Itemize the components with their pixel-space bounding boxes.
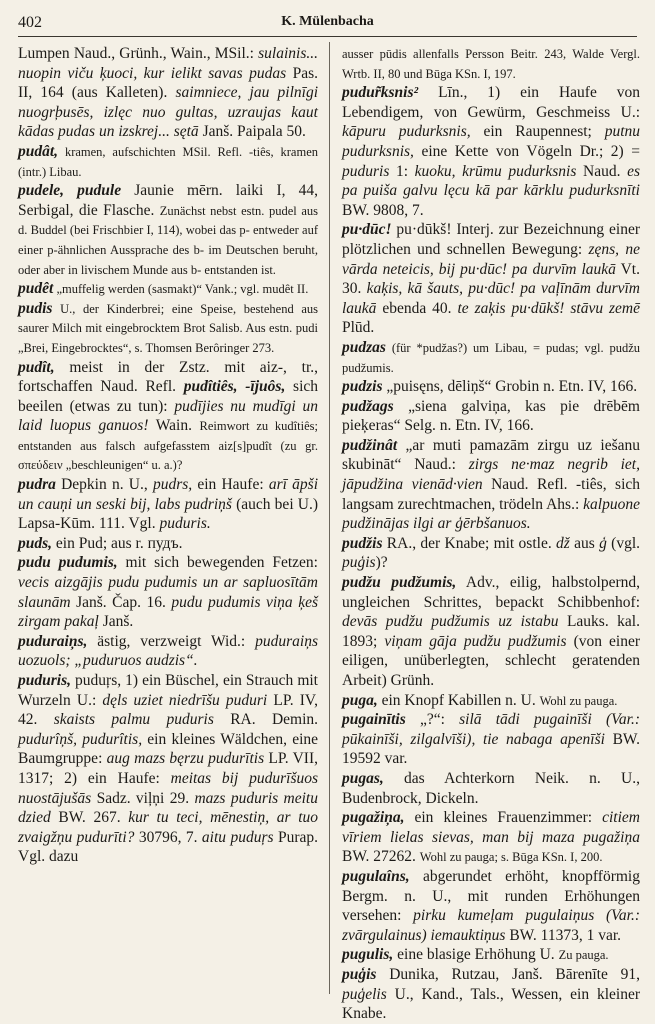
entry-text: aus	[569, 534, 600, 552]
entry-text: ein kleines Wäldchen, eine Baumgruppe:	[18, 730, 319, 768]
example-text: mazs puduris meitu dzied	[18, 789, 318, 827]
entry-text: Depkin n. U.,	[55, 476, 153, 494]
headword: puduris,	[18, 672, 71, 689]
entry-text: Janš. Čap. 16.	[70, 593, 172, 611]
dictionary-entry-pugazina	[342, 808, 640, 867]
entry-text: „?“:	[405, 711, 460, 729]
entry-text: sich beeilen (etwas zu tun):	[18, 378, 319, 415]
example-text: puduraiņs uozuols; „puduruos audzis“.	[18, 632, 318, 670]
entry-text: LP. VII, 1317; 2) ein Haufe:	[18, 750, 319, 787]
dictionary-entry-pugas	[342, 769, 640, 808]
entry-text: ein Raupennest;	[470, 123, 605, 141]
example-text: saimniece, jau pilnīgi nuogr̦busēs, izlęc nuo gultas, uzraujas kaut kādas pudas un izskrej... sętā	[18, 84, 318, 141]
example-text: puģelis	[342, 985, 387, 1003]
example-text: devās pudžu pudžumis uz istabu	[342, 613, 559, 631]
headword: pudžis	[342, 534, 383, 552]
entry-text: Dunika, Rutzau, Janš. Bārenīte 91,	[376, 965, 640, 983]
entry-text: LP. IV, 42.	[18, 691, 318, 729]
entry-text: das Achterkorn Neik. n. U., Budenbrock, Dickeln.	[342, 769, 640, 807]
dictionary-entry-pudele	[18, 181, 318, 279]
dictionary-entry-pugulis	[342, 945, 640, 965]
entry-text: RA. Demin.	[213, 711, 319, 729]
entry-text: ausser pūdis allenfalls Persson Beitr. 243, Walde Vergl. Wrtb. II, 80 und Būga KSn. I, 197.	[342, 47, 640, 81]
entry-text: Adv., eilig, halbstolpernd, ungleichen Schrittes, bepackt Schibbenhof:	[342, 574, 640, 611]
example-text: pudrs,	[152, 476, 193, 494]
entry-text: (von einer eiligen, unüberlegten, schlecht geratenden Arbeit) Grünh.	[342, 632, 641, 689]
entry-text: Janš. Paipala 50.	[198, 123, 306, 141]
example-text: kalpuone pudžinājas ilgi ar ģērbšanuos.	[342, 495, 640, 533]
entry-text: Janš.	[98, 613, 134, 631]
entry-text: „siena galviņa, kas pie drēbēm pieķeras“ Selg. n. Etn. IV, 166.	[342, 397, 640, 435]
example-text: dž	[556, 534, 570, 552]
headword: pugas,	[342, 769, 384, 787]
dictionary-entry-pugis	[342, 965, 640, 1024]
entry-text: „muffelig werden (sasmakt)“ Vank.; vgl. mudêt II.	[53, 282, 309, 297]
entry-text: )?	[375, 554, 388, 572]
example-text: arī āpši un cauņi un seski bij, labs pudriņš	[18, 476, 319, 513]
entry-text: Jaunie mērn. laiki I, 44, Serbigal, die Flasche.	[18, 182, 318, 219]
entry-text: U., der Kinderbrei; eine Speise, bestehend aus saurer Milch mit eingebrocktem Brot Salisb. Aus estn. pudi „Brei, Eingebrocktes“, s. Thomsen Berôringer 273.	[18, 301, 318, 355]
headword: puduraiņs,	[18, 632, 88, 650]
headword: pudu pudumis,	[18, 554, 118, 572]
headword: pudzis	[342, 378, 383, 396]
entry-text: 30796, 7.	[134, 828, 202, 846]
headword: pudra	[18, 476, 56, 494]
left-column	[18, 44, 318, 994]
dictionary-entry-pudzinat	[342, 436, 640, 534]
example-text: citiem vīriem lielas sievas, man bij maza pugažiņa	[342, 809, 640, 846]
column-divider	[329, 42, 330, 994]
dictionary-entry-pu-duc	[342, 220, 640, 338]
entry-text: puduŗs, 1) ein Büschel, ein Strauch mit Wurzeln U.:	[18, 672, 318, 709]
entry-text: mit sich bewegenden Fetzen:	[117, 554, 318, 572]
entry-text: eine Kette von Vögeln Dr.; 2) =	[413, 142, 640, 160]
example-text: kuoku, krūmu pudurksnis	[414, 162, 577, 180]
entry-text: Vt. 30.	[342, 260, 640, 298]
headword: pudîtiês, -ījuôs,	[183, 378, 286, 396]
dictionary-entry-lumpen	[18, 44, 318, 142]
headword: pudžu pudžumis,	[342, 574, 457, 592]
entry-text: (vgl.	[606, 534, 640, 552]
dictionary-entry-pudzas	[342, 338, 640, 377]
dictionary-entry-pugulains	[342, 867, 640, 945]
headword: pudur̃ksnis²	[342, 84, 419, 102]
example-text: puduris.	[159, 515, 211, 533]
example-text: vecis aizgājis pudu pudumis un ar sapluosītām slaunām	[18, 574, 318, 611]
entry-text: „ar muti pamazām zirgu uz iešanu skubināt“ Naud.:	[342, 436, 640, 474]
entry-text: BW. 267.	[50, 809, 129, 827]
example-text: pudurîņš, pudurîtis,	[18, 730, 143, 748]
dictionary-entry-puduraiņs	[18, 632, 318, 671]
dictionary-entry-pudzis	[342, 377, 640, 397]
entry-text: ästig, verzweigt Wid.:	[87, 632, 256, 650]
entry-text: BW. 11373, 1 var.	[505, 926, 621, 944]
entry-text: „puisęns, dēliņš“ Grobin n. Etn. IV, 166.	[382, 378, 638, 396]
headword: puds,	[18, 534, 53, 552]
dictionary-entry-pudet	[18, 279, 318, 299]
headword: pudât,	[18, 142, 59, 160]
entry-text: BW. 19592 var.	[342, 730, 640, 768]
dictionary-entry-puduris	[18, 671, 318, 867]
example-text: zirgs ne·maz negrib iet, jāpudžina vienād·vien	[342, 456, 640, 494]
entry-text: Naud. Refl. -tiês, sich langsam zurechtmachen, trödeln Ahs.:	[342, 476, 641, 513]
example-text: meitas bij pudurīšuos nuostājušās	[18, 769, 319, 807]
page-number: 402	[18, 14, 42, 31]
entry-text: Plūd.	[342, 319, 375, 337]
entry-text: meist in der Zstz. mit aiz-, tr., fortschaffen Naud. Refl.	[18, 358, 318, 396]
dictionary-entry-pudzags	[342, 397, 640, 436]
example-text: aug mazs bęrzu pudurītis	[106, 750, 265, 768]
example-text: puģis	[342, 554, 376, 572]
example-text: kaķis, kā šauts, pu·dūc! pa vaļīnām durvīm laukā	[342, 280, 640, 317]
example-text: skaists palmu puduris	[53, 711, 214, 729]
example-text: dęls uziet niedrīšu puduri	[102, 691, 268, 709]
dictionary-entry-puga	[342, 691, 640, 711]
entry-text: ebenda 40.	[376, 299, 458, 317]
entry-text: BW. 27262.	[342, 848, 420, 866]
right-column	[342, 44, 641, 1023]
headword: pudele, pudule	[18, 182, 122, 200]
headword: puģis	[342, 965, 377, 983]
dictionary-entry-pudat	[18, 142, 318, 181]
dictionary-entry-pudis	[18, 299, 318, 358]
dictionary-entry-pudzu-pudzumis	[342, 573, 640, 691]
entry-text: Lauks. kal. 1893;	[342, 613, 640, 650]
entry-text: Wohl zu pauga; s. Būga KSn. I, 200.	[419, 850, 603, 865]
entry-text: BW. 9808, 7.	[342, 201, 424, 219]
entry-text: (für *pudžas?) um Libau, = pudas; vgl. pudžu pudžumis.	[342, 340, 640, 375]
entry-text: Līn., 1) ein Haufe von Lebendigem, von Gewürm, Geschmeiss U.:	[342, 84, 640, 121]
dictionary-entry-ausser	[342, 44, 640, 83]
headword: pudzas	[342, 338, 386, 356]
example-text: putnu pudurksnis,	[342, 123, 640, 160]
dictionary-entry-pudra	[18, 475, 318, 534]
entry-text: Zunächst nebst estn. pudel aus d. Buddel (bei Frischbier I, 114), wobei das p- entweder auf einer p-ähnlichen Aussprache des b- im Deutschen beruht, oder aber in livischem Munde aus b- entstanden ist.	[18, 203, 318, 277]
entry-text: Wohl zu pauga.	[539, 693, 618, 708]
entry-text: Lumpen Naud., Grünh., Wain., MSil.:	[18, 45, 259, 62]
dictionary-entry-puds	[18, 534, 318, 554]
example-text: viņam gāja pudžu pudžumis	[384, 632, 567, 650]
example-text: aitu puduŗs	[201, 828, 274, 846]
entry-text: ein Knopf Kabillen n. U.	[377, 691, 540, 709]
headword: pu·dūc!	[342, 221, 392, 239]
example-text: silā tādi pugainīši (Var.: pūkainīši, zilgalvīši), tie nabaga apenīši	[342, 711, 640, 748]
example-text: pudu pudumis viņa ķeš zirgam pakaļ	[18, 593, 318, 631]
example-text: pudījies nu mudīgi un laid luopus ganuos!	[18, 397, 319, 435]
running-head	[18, 14, 637, 37]
entry-text: Sadz. viļņi 29.	[91, 789, 195, 807]
example-text: te zaķis pu·dūkš! stāvu zemē	[457, 299, 640, 317]
entry-text: Purap. Vgl. dazu	[18, 828, 318, 866]
entry-text: kramen, aufschichten MSil. Refl. -tiês, kramen (intr.) Libau.	[18, 144, 318, 179]
example-text: kāpuru pudurksnis,	[342, 123, 471, 141]
headword: pudêt	[18, 280, 54, 298]
example-text: es pa puiša galvu lęcu kā par kārklu pudurksnīti	[342, 162, 640, 200]
entry-text: Zu pauga.	[558, 948, 609, 963]
entry-text: Reimwort zu kudîtiês; entstanden aus falsch aufgefasstem aiz[s]pudît (zu gr. σπεύδειν „beschleunigen“ u. a.)?	[18, 419, 318, 473]
entry-text: 1:	[389, 162, 415, 180]
headword: pugulis,	[342, 946, 394, 964]
example-text: sulainis... nuopin viču ķuoci, kur ielikt savas pudas	[18, 45, 318, 82]
dictionary-entry-pugainitis	[342, 710, 640, 769]
entry-text: Wain.	[148, 417, 200, 435]
entry-text: ein kleines Frauenzimmer:	[404, 809, 603, 827]
example-text: ģ	[599, 534, 607, 552]
entry-text: eine blasige Erhöhung U.	[393, 946, 559, 964]
entry-text: Naud.	[576, 162, 628, 180]
dictionary-entry-pudit	[18, 358, 318, 476]
entry-text: ein Pud; aus r. пудъ.	[52, 534, 183, 552]
dictionary-entry-pudu-pudumis	[18, 553, 318, 631]
entry-text: RA., der Knabe; mit ostle.	[382, 534, 557, 552]
running-title: K. Mülenbacha	[281, 14, 374, 29]
headword: pudžinât	[342, 436, 398, 454]
headword: puga,	[342, 691, 378, 709]
entry-text: ein Haufe:	[192, 476, 269, 494]
headword: pugulaîns,	[342, 867, 410, 885]
entry-text: Pas. II, 164 (aus Kalleten).	[18, 64, 318, 102]
entry-text: abgerundet erhöht, knopfförmig Bergm. n. U., mit runden Erhöhungen versehen:	[342, 867, 640, 925]
example-text: pirku kumeļam pugulaiņus (Var.: zvārgulainus) iemauktiņus	[342, 907, 641, 944]
entry-text: U., Kand., Tals., Wessen, ein kleiner Knabe.	[342, 985, 640, 1023]
headword: pugainītis	[342, 711, 406, 729]
dictionary-entry-pudurksnis	[342, 83, 640, 220]
headword: pudis	[18, 299, 53, 317]
entry-text: pu·dūkš! Interj. zur Bezeichnung einer plötzlichen und schnellen Bewegung:	[342, 221, 640, 258]
dictionary-entry-pudzis2	[342, 534, 640, 573]
headword: pudžags	[342, 397, 394, 415]
headword: pudît,	[18, 358, 55, 376]
headword: pugažiņa,	[342, 809, 405, 827]
example-text: puduris	[342, 162, 390, 180]
entry-text: (auch bei U.) Lapsa-Kūm. 111. Vgl.	[18, 495, 319, 533]
example-text: kur tu teci, mēnestiņ, ar tuo zvaigžņu pudurīti?	[18, 809, 318, 846]
example-text: zęns, ne vārda neteicis, bij pu·dūc! pa durvīm laukā	[342, 240, 640, 278]
